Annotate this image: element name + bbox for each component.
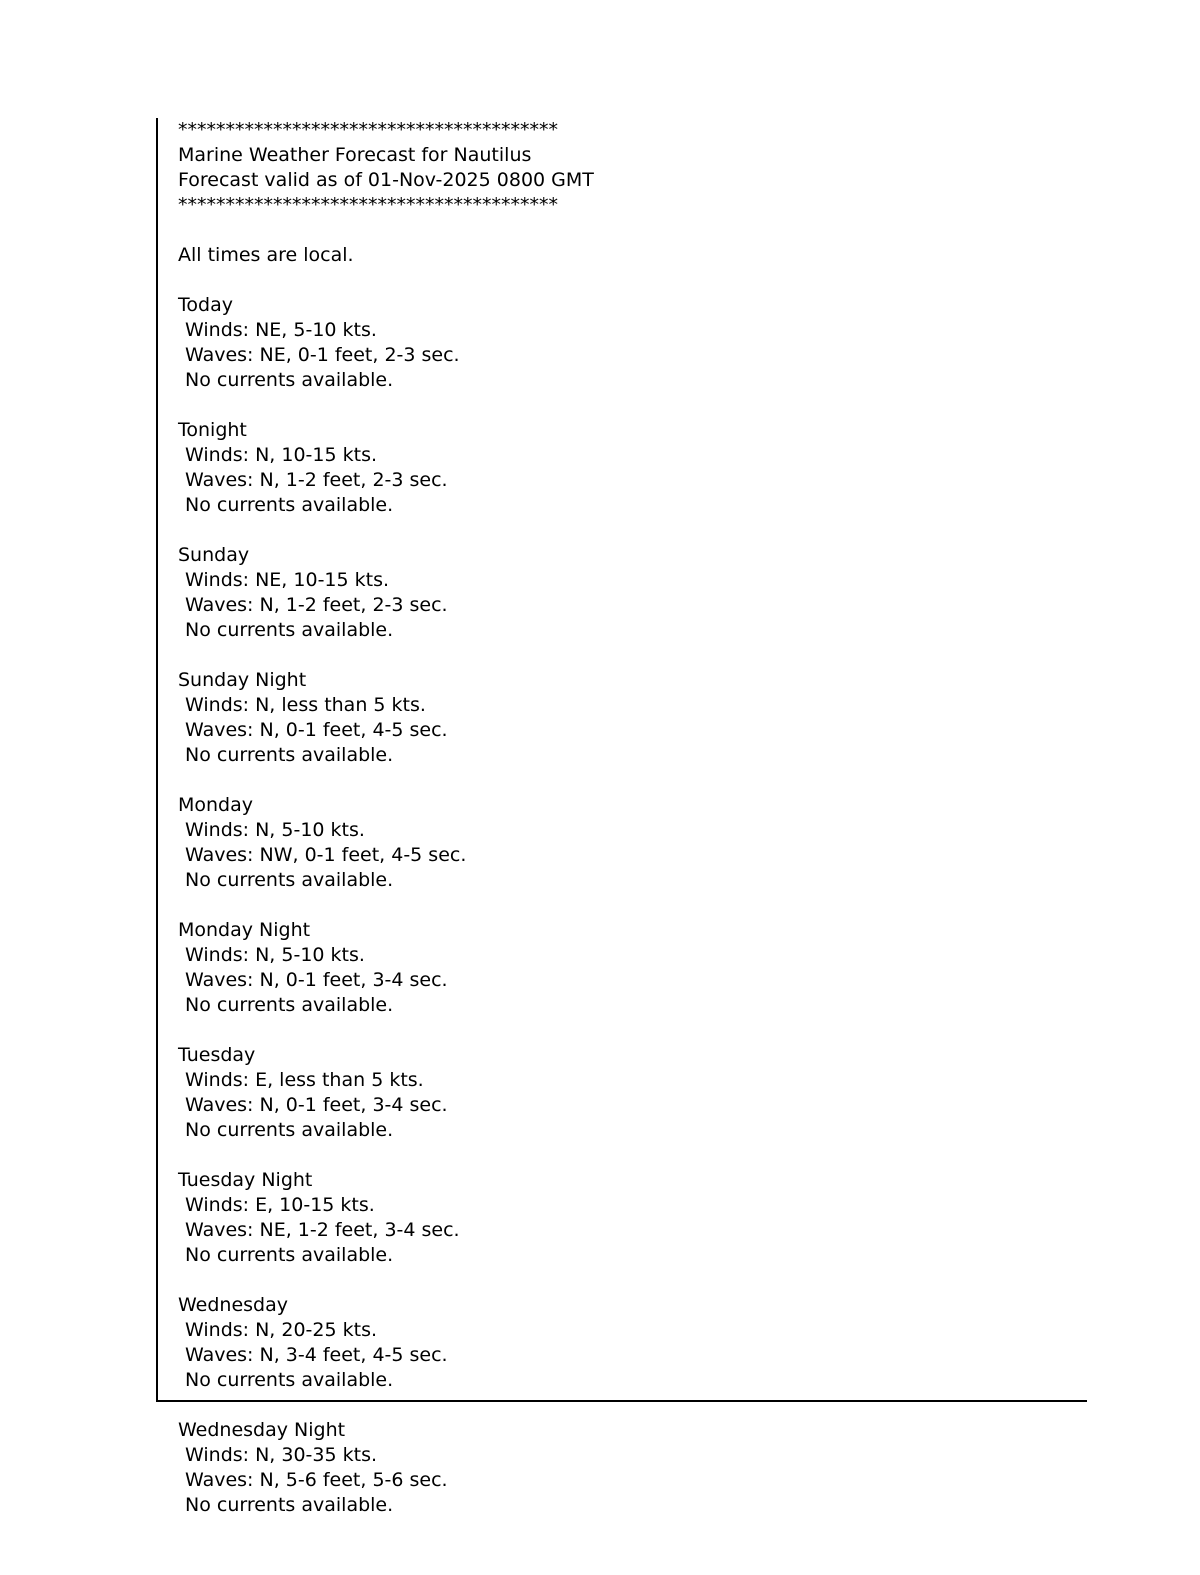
period-winds: Winds: E, less than 5 kts. [185,1069,424,1091]
period-name: Tonight [178,419,247,441]
times-note: All times are local. [178,244,354,266]
period-name: Monday Night [178,919,311,941]
blank-line [178,1018,1068,1043]
period-currents: No currents available. [185,369,394,391]
period-currents: No currents available. [185,1119,394,1141]
forecast-period-wednesday-night [178,1418,1068,1518]
period-winds: Winds: N, 10-15 kts. [185,444,378,466]
forecast-period-today [178,293,1068,418]
period-winds: Winds: NE, 10-15 kts. [185,569,390,591]
period-name: Today [178,294,233,316]
blank-line [178,268,1068,293]
blank-line [178,218,1068,243]
forecast-period-tuesday-night [178,1168,1068,1293]
forecast-period-sunday-night [178,668,1068,793]
period-waves: Waves: N, 0-1 feet, 4-5 sec. [185,719,448,741]
period-currents: No currents available. [185,494,394,516]
document-title: Marine Weather Forecast for Nautilus [178,144,532,166]
period-waves: Waves: N, 5-6 feet, 5-6 sec. [185,1469,448,1491]
period-winds: Winds: N, 30-35 kts. [185,1444,378,1466]
divider-bottom: **************************************** [178,194,558,216]
period-currents: No currents available. [185,744,394,766]
period-name: Wednesday Night [178,1419,346,1441]
period-winds: Winds: N, 5-10 kts. [185,944,365,966]
period-waves: Waves: N, 0-1 feet, 3-4 sec. [185,1094,448,1116]
period-name: Monday [178,794,254,816]
period-winds: Winds: NE, 5-10 kts. [185,319,377,341]
period-name: Sunday [178,544,250,566]
period-waves: Waves: N, 1-2 feet, 2-3 sec. [185,594,448,616]
blank-line [178,518,1068,543]
valid-as-of: Forecast valid as of 01-Nov-2025 0800 GMT [178,169,594,191]
period-waves: Waves: NW, 0-1 feet, 4-5 sec. [185,844,467,866]
divider-top: **************************************** [178,119,558,141]
forecast-period-tuesday [178,1043,1068,1168]
forecast-period-monday-night [178,918,1068,1043]
forecast-period-tonight [178,418,1068,543]
blank-line [178,1143,1068,1168]
period-name: Wednesday [178,1294,289,1316]
period-waves: Waves: N, 1-2 feet, 2-3 sec. [185,469,448,491]
blank-line [178,1268,1068,1293]
period-waves: Waves: NE, 1-2 feet, 3-4 sec. [185,1219,460,1241]
period-winds: Winds: N, 5-10 kts. [185,819,365,841]
blank-line [178,768,1068,793]
period-waves: Waves: NE, 0-1 feet, 2-3 sec. [185,344,460,366]
period-waves: Waves: N, 3-4 feet, 4-5 sec. [185,1344,448,1366]
period-currents: No currents available. [185,1244,394,1266]
blank-line [178,893,1068,918]
blank-line [178,643,1068,668]
period-currents: No currents available. [185,994,394,1016]
period-currents: No currents available. [185,619,394,641]
period-winds: Winds: E, 10-15 kts. [185,1194,375,1216]
forecast-period-wednesday [178,1293,1068,1418]
blank-line [178,1393,1068,1418]
period-name: Tuesday Night [178,1169,313,1191]
period-currents: No currents available. [185,869,394,891]
period-currents: No currents available. [185,1494,394,1516]
blank-line [178,393,1068,418]
period-name: Sunday Night [178,669,307,691]
period-winds: Winds: N, 20-25 kts. [185,1319,378,1341]
forecast-period-sunday [178,543,1068,668]
period-waves: Waves: N, 0-1 feet, 3-4 sec. [185,969,448,991]
forecast-period-monday [178,793,1068,918]
period-winds: Winds: N, less than 5 kts. [185,694,426,716]
period-currents: No currents available. [185,1369,394,1391]
forecast-document [178,118,1068,1518]
period-name: Tuesday [178,1044,256,1066]
